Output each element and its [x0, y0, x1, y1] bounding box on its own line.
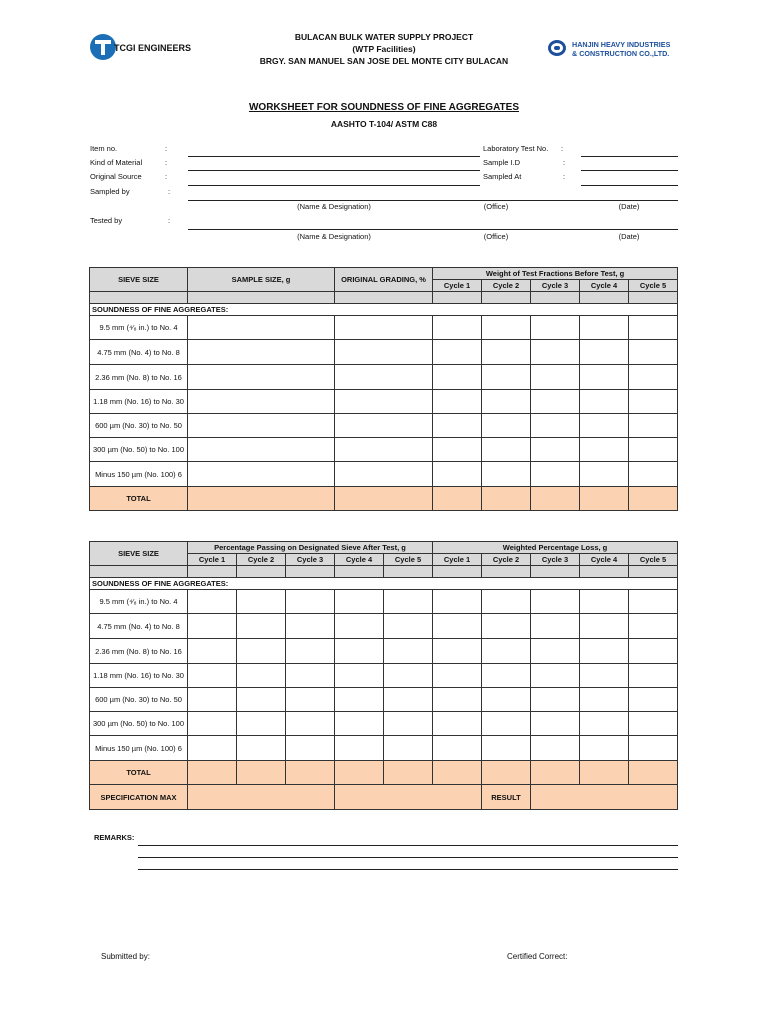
- total-cell[interactable]: [237, 761, 286, 785]
- sample-size-header: SAMPLE SIZE, g: [188, 268, 335, 292]
- remarks-label: REMARKS:: [94, 833, 135, 842]
- table-cell[interactable]: [629, 590, 678, 614]
- table-cell[interactable]: [237, 590, 286, 614]
- cycle-header: Cycle 1: [433, 280, 482, 292]
- table-cell[interactable]: [482, 438, 531, 462]
- table-cell[interactable]: [482, 736, 531, 761]
- cycle-header: Cycle 4: [580, 554, 629, 566]
- section-label: SOUNDNESS OF FINE AGGREGATES:: [90, 578, 678, 590]
- sieve-row-label: 9.5 mm (⁴⁄₈ in.) to No. 4: [90, 590, 188, 614]
- lab-test-no-label: Laboratory Test No.: [483, 144, 549, 153]
- total-cell[interactable]: [335, 487, 433, 511]
- cycle-header: Cycle 3: [286, 554, 335, 566]
- table-cell[interactable]: [237, 664, 286, 688]
- project-line-1: BULACAN BULK WATER SUPPLY PROJECT: [294, 32, 474, 42]
- table-cell[interactable]: [286, 614, 335, 639]
- table-cell[interactable]: [531, 316, 580, 340]
- table-cell[interactable]: [629, 614, 678, 639]
- sieve-row-label: 1.18 mm (No. 16) to No. 30: [90, 390, 188, 414]
- result-value[interactable]: [531, 785, 678, 810]
- before-test-table: [89, 267, 678, 511]
- table-cell[interactable]: [335, 664, 384, 688]
- table-cell[interactable]: [433, 712, 482, 736]
- table-cell[interactable]: [580, 590, 629, 614]
- table-cell[interactable]: [531, 664, 580, 688]
- colon: :: [168, 216, 171, 225]
- table-cell[interactable]: [335, 316, 433, 340]
- table-cell[interactable]: [384, 614, 433, 639]
- sieve-row-label: 2.36 mm (No. 8) to No. 16: [90, 365, 188, 390]
- table-cell[interactable]: [335, 414, 433, 438]
- table-cell[interactable]: [188, 664, 237, 688]
- table-cell[interactable]: [335, 712, 384, 736]
- table-cell[interactable]: [580, 340, 629, 365]
- colon: :: [165, 158, 168, 167]
- tested-by-label: Tested by: [90, 216, 123, 225]
- sampled-by-label: Sampled by: [90, 187, 130, 196]
- table-cell[interactable]: [384, 688, 433, 712]
- office-caption: (Office): [483, 232, 509, 241]
- table-cell[interactable]: [335, 614, 384, 639]
- table-cell[interactable]: [433, 365, 482, 390]
- tcgi-logo: [90, 34, 200, 62]
- table-cell[interactable]: [433, 614, 482, 639]
- table-cell[interactable]: [433, 664, 482, 688]
- cycle-header: Cycle 2: [237, 554, 286, 566]
- table-cell[interactable]: [580, 316, 629, 340]
- cycle-header: Cycle 5: [629, 554, 678, 566]
- table-cell[interactable]: [335, 390, 433, 414]
- table-cell[interactable]: [286, 736, 335, 761]
- table-cell[interactable]: [482, 614, 531, 639]
- tcgi-logo-text: TCGI ENGINEERS: [114, 43, 192, 53]
- total-cell[interactable]: [433, 761, 482, 785]
- table-cell[interactable]: [531, 414, 580, 438]
- table-cell[interactable]: [531, 438, 580, 462]
- table-cell[interactable]: [482, 664, 531, 688]
- table-cell[interactable]: [384, 712, 433, 736]
- sieve-row-label: 9.5 mm (⁴⁄₈ in.) to No. 4: [90, 316, 188, 340]
- sieve-row-label: Minus 150 µm (No. 100) 6: [90, 736, 188, 761]
- total-cell[interactable]: [188, 761, 237, 785]
- table-cell[interactable]: [188, 712, 237, 736]
- table-cell[interactable]: [188, 688, 237, 712]
- table-cell[interactable]: [531, 688, 580, 712]
- table-cell[interactable]: [580, 462, 629, 487]
- table-cell[interactable]: [580, 390, 629, 414]
- total-cell[interactable]: [482, 487, 531, 511]
- project-line-3: BRGY. SAN MANUEL SAN JOSE DEL MONTE CITY BULACAN: [259, 56, 509, 66]
- table-cell[interactable]: [237, 639, 286, 664]
- hanjin-logo-icon: [548, 40, 566, 56]
- tested-by-field[interactable]: [188, 229, 678, 230]
- table-cell[interactable]: [286, 688, 335, 712]
- table-cell[interactable]: [531, 365, 580, 390]
- sample-id-field[interactable]: [581, 170, 678, 171]
- table-cell[interactable]: [384, 664, 433, 688]
- table-cell[interactable]: [531, 712, 580, 736]
- sieve-size-header: SIEVE SIZE: [90, 542, 188, 566]
- sieve-row-label: 4.75 mm (No. 4) to No. 8: [90, 614, 188, 639]
- cycle-header: Cycle 2: [482, 280, 531, 292]
- sample-id-label: Sample I.D: [483, 158, 521, 167]
- sieve-row-label: 300 µm (No. 50) to No. 100: [90, 438, 188, 462]
- table-cell[interactable]: [188, 590, 237, 614]
- table-cell[interactable]: [335, 365, 433, 390]
- table-cell[interactable]: [433, 414, 482, 438]
- sieve-row-label: 2.36 mm (No. 8) to No. 16: [90, 639, 188, 664]
- table-cell[interactable]: [433, 316, 482, 340]
- table-cell[interactable]: [188, 438, 335, 462]
- table-cell[interactable]: [188, 365, 335, 390]
- table-cell[interactable]: [286, 590, 335, 614]
- table-cell[interactable]: [482, 414, 531, 438]
- original-grading-header: ORIGINAL GRADING, %: [335, 268, 433, 292]
- table-cell[interactable]: [629, 736, 678, 761]
- tcgi-logo-icon: [90, 34, 116, 60]
- sieve-row-label: Minus 150 µm (No. 100) 6: [90, 462, 188, 487]
- worksheet-title: WORKSHEET FOR SOUNDNESS OF FINE AGGREGATES: [248, 102, 519, 113]
- table-cell[interactable]: [580, 712, 629, 736]
- sieve-row-label: 4.75 mm (No. 4) to No. 8: [90, 340, 188, 365]
- table-cell[interactable]: [629, 438, 678, 462]
- table-cell[interactable]: [188, 316, 335, 340]
- table-cell[interactable]: [433, 390, 482, 414]
- remarks-line-1[interactable]: [138, 845, 678, 846]
- table-cell[interactable]: [580, 736, 629, 761]
- colon: :: [563, 158, 566, 167]
- table-cell[interactable]: [286, 664, 335, 688]
- worksheet-subtitle: AASHTO T-104/ ASTM C88: [330, 119, 438, 129]
- total-cell[interactable]: [531, 761, 580, 785]
- colon: :: [563, 172, 566, 181]
- cycle-header: Cycle 3: [531, 554, 580, 566]
- table-cell[interactable]: [629, 340, 678, 365]
- office-caption: (Office): [483, 202, 509, 211]
- cycle-header: Cycle 4: [580, 280, 629, 292]
- table-cell[interactable]: [384, 590, 433, 614]
- date-caption: (Date): [618, 232, 640, 241]
- table-cell[interactable]: [482, 340, 531, 365]
- specification-max-label: SPECIFICATION MAX: [90, 785, 188, 810]
- table-cell[interactable]: [580, 688, 629, 712]
- total-cell[interactable]: [629, 487, 678, 511]
- table-cell[interactable]: [188, 340, 335, 365]
- cycle-header: Cycle 4: [335, 554, 384, 566]
- table-cell[interactable]: [433, 688, 482, 712]
- table-cell[interactable]: [629, 414, 678, 438]
- table-cell[interactable]: [482, 639, 531, 664]
- table-cell[interactable]: [335, 736, 384, 761]
- hanjin-logo-line2: & CONSTRUCTION CO.,LTD.: [572, 49, 670, 58]
- table-cell[interactable]: [237, 736, 286, 761]
- after-test-table: [89, 541, 678, 810]
- total-cell[interactable]: [335, 761, 384, 785]
- hanjin-logo: [548, 38, 688, 60]
- total-cell[interactable]: [482, 761, 531, 785]
- sieve-row-label: 300 µm (No. 50) to No. 100: [90, 712, 188, 736]
- table-cell[interactable]: [531, 614, 580, 639]
- cycle-header: Cycle 5: [629, 280, 678, 292]
- remarks-line-3[interactable]: [138, 869, 678, 870]
- original-source-label: Original Source: [90, 172, 142, 181]
- sieve-size-header: SIEVE SIZE: [90, 268, 188, 292]
- sampled-at-field[interactable]: [581, 185, 678, 186]
- sieve-row-label: 600 µm (No. 30) to No. 50: [90, 414, 188, 438]
- cycle-header: Cycle 1: [433, 554, 482, 566]
- table-cell[interactable]: [629, 462, 678, 487]
- name-designation-caption: (Name & Designation): [297, 232, 371, 241]
- table-cell[interactable]: [482, 365, 531, 390]
- total-cell[interactable]: [286, 761, 335, 785]
- total-cell[interactable]: [531, 487, 580, 511]
- total-cell[interactable]: [580, 761, 629, 785]
- table-cell[interactable]: [188, 462, 335, 487]
- section-label: SOUNDNESS OF FINE AGGREGATES:: [90, 304, 678, 316]
- specification-blank[interactable]: [335, 785, 482, 810]
- table-cell[interactable]: [482, 316, 531, 340]
- table-cell[interactable]: [433, 340, 482, 365]
- total-cell[interactable]: [629, 761, 678, 785]
- table-cell[interactable]: [482, 712, 531, 736]
- table-cell[interactable]: [335, 639, 384, 664]
- table-cell[interactable]: [482, 462, 531, 487]
- table-cell[interactable]: [237, 712, 286, 736]
- table-cell[interactable]: [384, 736, 433, 761]
- weighted-loss-header: Weighted Percentage Loss, g: [433, 542, 678, 554]
- table-cell[interactable]: [629, 390, 678, 414]
- table-cell[interactable]: [433, 639, 482, 664]
- table-cell[interactable]: [335, 688, 384, 712]
- lab-test-no-field[interactable]: [581, 156, 678, 157]
- table-cell[interactable]: [188, 390, 335, 414]
- item-no-field[interactable]: [188, 156, 480, 157]
- total-cell[interactable]: [188, 487, 335, 511]
- table-cell[interactable]: [629, 365, 678, 390]
- result-label: RESULT: [482, 785, 531, 810]
- table-cell[interactable]: [629, 316, 678, 340]
- table-cell[interactable]: [286, 712, 335, 736]
- total-label: TOTAL: [90, 487, 188, 511]
- table-cell[interactable]: [335, 462, 433, 487]
- weight-fractions-header: Weight of Test Fractions Before Test, g: [433, 268, 678, 280]
- table-cell[interactable]: [237, 614, 286, 639]
- submitted-by-label: Submitted by:: [101, 952, 150, 961]
- project-line-2: (WTP Facilities): [352, 44, 416, 54]
- table-cell[interactable]: [482, 590, 531, 614]
- table-cell[interactable]: [433, 590, 482, 614]
- date-caption: (Date): [618, 202, 640, 211]
- cycle-header: Cycle 2: [482, 554, 531, 566]
- hanjin-logo-line1: HANJIN HEAVY INDUSTRIES: [572, 40, 671, 49]
- table-cell[interactable]: [531, 736, 580, 761]
- table-cell[interactable]: [335, 438, 433, 462]
- table-cell[interactable]: [482, 688, 531, 712]
- cycle-header: Cycle 5: [384, 554, 433, 566]
- table-cell[interactable]: [531, 639, 580, 664]
- total-label: TOTAL: [90, 761, 188, 785]
- table-cell[interactable]: [335, 590, 384, 614]
- kind-of-material-label: Kind of Material: [90, 158, 143, 167]
- specification-max-value[interactable]: [188, 785, 335, 810]
- table-cell[interactable]: [580, 639, 629, 664]
- table-cell[interactable]: [629, 688, 678, 712]
- sampled-by-field[interactable]: [188, 200, 678, 201]
- original-source-field[interactable]: [188, 185, 480, 186]
- table-cell[interactable]: [482, 390, 531, 414]
- colon: :: [165, 172, 168, 181]
- remarks-line-2[interactable]: [138, 857, 678, 858]
- sieve-row-label: 600 µm (No. 30) to No. 50: [90, 688, 188, 712]
- sieve-row-label: 1.18 mm (No. 16) to No. 30: [90, 664, 188, 688]
- table-cell[interactable]: [531, 340, 580, 365]
- table-cell[interactable]: [335, 340, 433, 365]
- table-cell[interactable]: [531, 590, 580, 614]
- table-cell[interactable]: [531, 390, 580, 414]
- table-cell[interactable]: [237, 688, 286, 712]
- table-cell[interactable]: [629, 664, 678, 688]
- sampled-at-label: Sampled At: [483, 172, 522, 181]
- cycle-header: Cycle 3: [531, 280, 580, 292]
- table-cell[interactable]: [188, 736, 237, 761]
- table-cell[interactable]: [629, 639, 678, 664]
- certified-correct-label: Certified Correct:: [507, 952, 568, 961]
- percentage-passing-header: Percentage Passing on Designated Sieve After Test, g: [188, 542, 433, 554]
- table-cell[interactable]: [580, 365, 629, 390]
- table-cell[interactable]: [433, 462, 482, 487]
- cycle-header: Cycle 1: [188, 554, 237, 566]
- name-designation-caption: (Name & Designation): [297, 202, 371, 211]
- table-cell[interactable]: [433, 438, 482, 462]
- table-cell[interactable]: [286, 639, 335, 664]
- table-cell[interactable]: [433, 736, 482, 761]
- table-cell[interactable]: [531, 462, 580, 487]
- table-cell[interactable]: [580, 614, 629, 639]
- table-cell[interactable]: [580, 664, 629, 688]
- table-cell[interactable]: [580, 414, 629, 438]
- colon: :: [168, 187, 171, 196]
- total-cell[interactable]: [433, 487, 482, 511]
- table-cell[interactable]: [629, 712, 678, 736]
- table-cell[interactable]: [188, 614, 237, 639]
- table-cell[interactable]: [580, 438, 629, 462]
- total-cell[interactable]: [384, 761, 433, 785]
- total-cell[interactable]: [580, 487, 629, 511]
- item-no-label: Item no.: [90, 144, 118, 153]
- kind-of-material-field[interactable]: [188, 170, 480, 171]
- colon: :: [165, 144, 168, 153]
- colon: :: [561, 144, 564, 153]
- table-cell[interactable]: [188, 414, 335, 438]
- table-cell[interactable]: [188, 639, 237, 664]
- table-cell[interactable]: [384, 639, 433, 664]
